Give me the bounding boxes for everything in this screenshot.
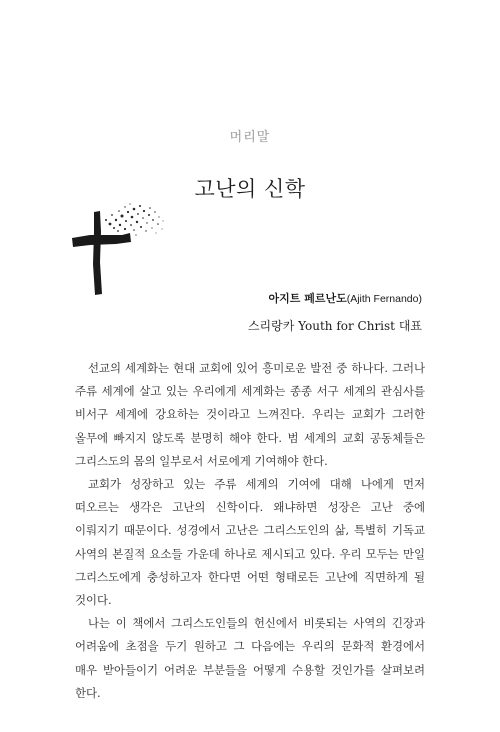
chapter-title: 고난의 신학 (194, 177, 306, 201)
paragraph: 교회가 성장하고 있는 주류 세계의 기여에 대해 나에게 먼저 떠오르는 생각은 고난의 신학이다. 왜냐하면 성장은 고난 중에 이뤄지기 때문이다. 성경에서 고난은 그리스도인의 삶, 특별히 기독교 사역의 본질적 요소들 가운데 하나로 제시되고 있다. 우리 모두는 만일 그리스도에게 충성하고자 한다면 어떤 형태로든 고난에 직면하게 될 것이다. (75, 477, 425, 608)
author-name (268, 290, 422, 306)
paragraph: 선교의 세계화는 현대 교회에 있어 흥미로운 발전 중 하나다. 그러나 주류 세계에 살고 있는 우리에게 세계화는 종종 서구 세계의 관심사를 비서구 세계에 강요하는 것이라고 느껴진다. 우리는 교회가 그러한 올무에 빠지지 않도록 분명히 해야 한다. 범 세계의 교회 공동체들은 그리스도의 몸의 일부로서 서로에게 기여해야 한다. (75, 361, 425, 468)
preface-body (75, 357, 425, 705)
cross-icon (70, 202, 170, 298)
paragraph: 나는 이 책에서 그리스도인들의 헌신에서 비롯되는 사역의 긴장과 어려움에 초점을 두기 원하고 그 다음에는 우리의 문화적 환경에서 매우 받아들이기 어려운 부분들을 어떻게 수용할 것인가를 살펴보려 한다. (75, 616, 425, 700)
author-korean: 아지트 페르난도 (268, 292, 347, 305)
cross-illustration (70, 202, 170, 298)
section-label: 머리말 (229, 130, 271, 145)
author-affiliation: 스리랑카 Youth for Christ 대표 (247, 319, 422, 333)
author-latin: (Ajith Fernando) (346, 293, 422, 305)
